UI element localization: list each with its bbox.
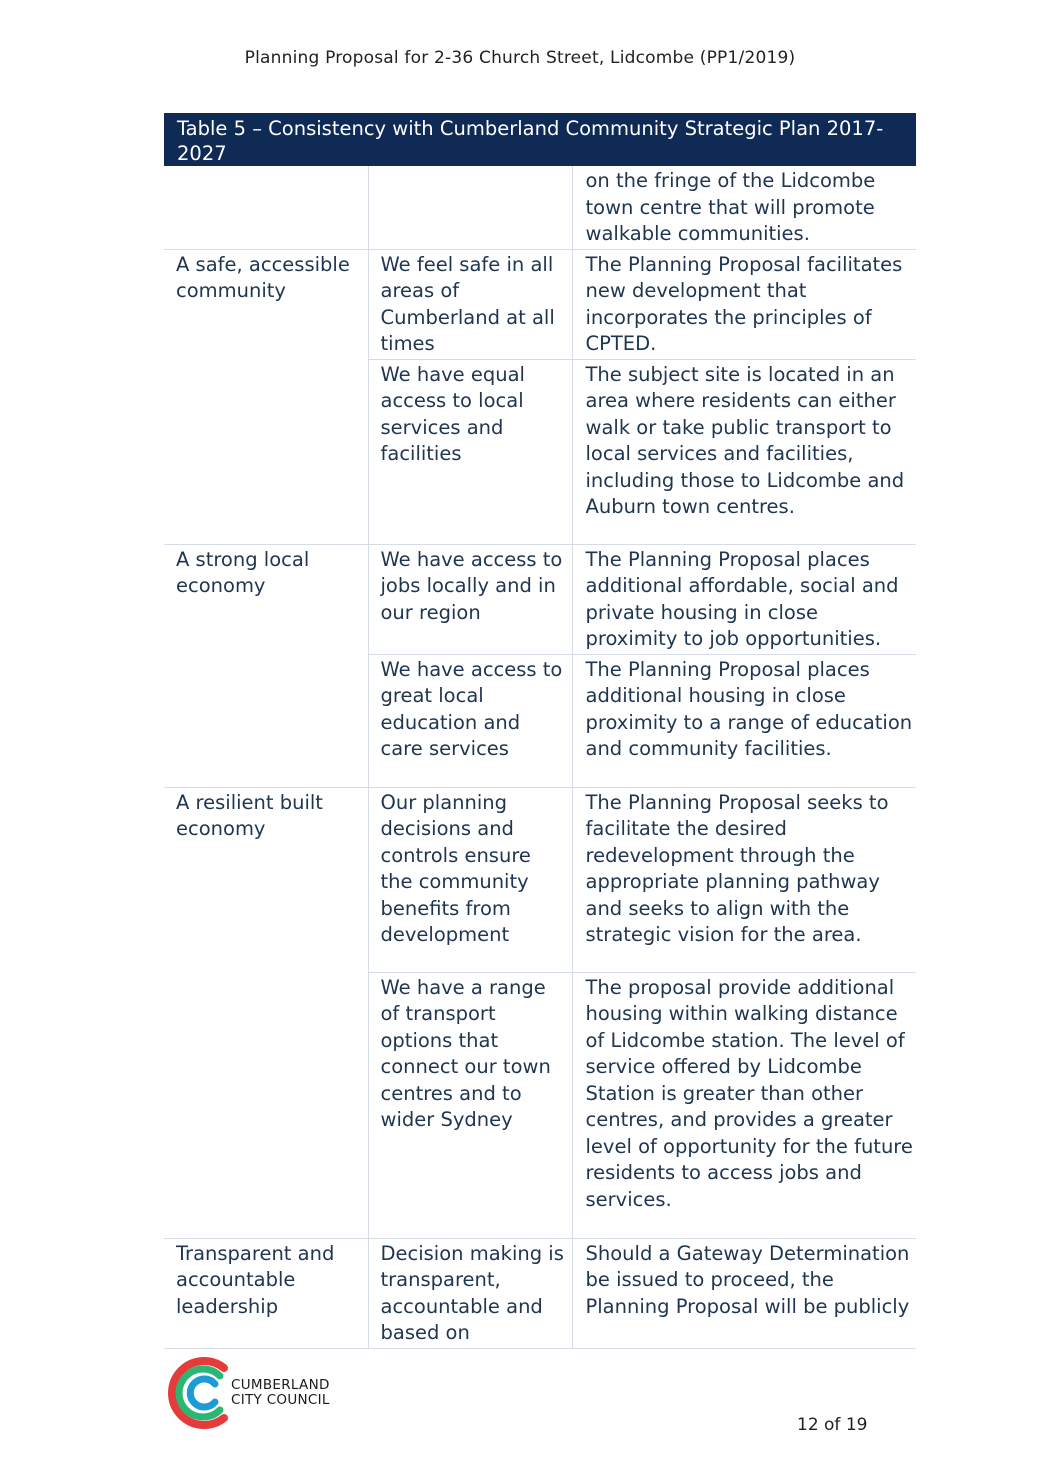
strategic-goal-cell: Decision making is transparent, accountable and based on [368,1238,572,1348]
strategic-goal-cell: We have equal access to local services and facilities [368,359,572,544]
outcome-cell: A strong local economy [164,544,368,654]
outcome-cell [164,972,368,1238]
comment-cell: The Planning Proposal seeks to facilitate the desired redevelopment through the appropriate planning pathway and seeks to align with the strategic vision for the area. [572,787,916,972]
comment-cell: The Planning Proposal facilitates new development that incorporates the principles of CPTED. [572,249,916,359]
outcome-cell [164,359,368,544]
strategic-goal-cell: We feel safe in all areas of Cumberland at all times [368,249,572,359]
table-title: Table 5 – Consistency with Cumberland Community Strategic Plan 2017-2027 [164,113,916,166]
table-row [164,972,916,1238]
outcome-cell: A resilient built economy [164,787,368,972]
strategic-goal-cell: We have access to jobs locally and in our region [368,544,572,654]
outcome-cell: Transparent and accountable leadership [164,1238,368,1348]
table-row [164,166,916,249]
comment-cell: The Planning Proposal places additional housing in close proximity to a range of education and community facilities. [572,654,916,787]
table-row [164,787,916,972]
strategic-goal-cell: We have a range of transport options that connect our town centres and to wider Sydney [368,972,572,1238]
outcome-cell [164,654,368,787]
logo-line-1: CUMBERLAND [231,1377,330,1393]
table-row [164,359,916,544]
comment-cell: on the fringe of the Lidcombe town centre that will promote walkable communities. [572,166,916,249]
comment-cell: The proposal provide additional housing within walking distance of Lidcombe station. The level of service offered by Lidcombe Station is greater than other centres, and provides a greater level of opportunity for the future residents to access jobs and services. [572,972,916,1238]
cumberland-c-logo-icon [162,1354,232,1432]
consistency-table [164,166,916,1349]
table-row [164,249,916,359]
strategic-goal-cell: We have access to great local education and care services [368,654,572,787]
page-header: Planning Proposal for 2-36 Church Street, Lidcombe (PP1/2019) [244,48,796,68]
council-logo-text [231,1378,330,1408]
table-row [164,1238,916,1348]
table-row [164,654,916,787]
comment-cell: The Planning Proposal places additional affordable, social and private housing in close proximity to job opportunities. [572,544,916,654]
comment-cell: The subject site is located in an area where residents can either walk or take public transport to local services and facilities, including those to Lidcombe and Auburn town centres. [572,359,916,544]
outcome-cell [164,166,368,249]
page-number: 12 of 19 [797,1415,868,1435]
logo-line-2: CITY COUNCIL [231,1392,330,1408]
strategic-goal-cell [368,166,572,249]
strategic-goal-cell: Our planning decisions and controls ensure the community benefits from development [368,787,572,972]
outcome-cell: A safe, accessible community [164,249,368,359]
comment-cell: Should a Gateway Determination be issued to proceed, the Planning Proposal will be publicly [572,1238,916,1348]
table-row [164,544,916,654]
